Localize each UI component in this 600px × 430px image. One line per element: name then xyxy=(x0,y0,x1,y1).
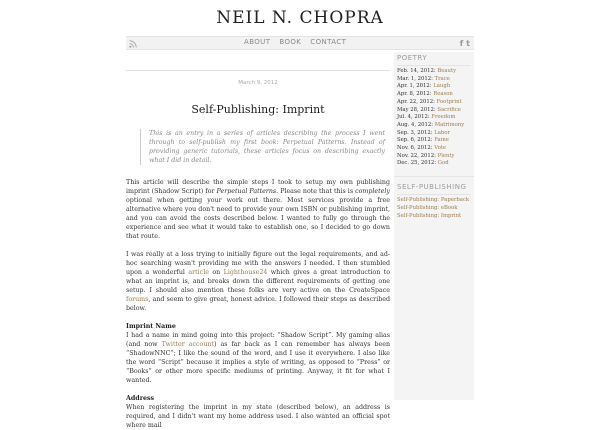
post-article xyxy=(126,70,390,430)
heading-imprint-name: Imprint Name xyxy=(126,323,176,330)
twitter-icon[interactable]: t xyxy=(466,39,470,48)
poetry-link[interactable]: Vote xyxy=(434,145,447,152)
poetry-item[interactable] xyxy=(394,153,474,161)
poetry-link[interactable]: Trace xyxy=(434,75,450,82)
p1-text-e: optional when getting your work out there. Most services provide a free alternative where you don't need to provide your own ISBN or publishing imprint, and you can avoid the costs described below. I wanted to fully go through the experience and see what it would take to establish one, so I decided to go down that route. xyxy=(126,197,390,240)
poetry-date: Apr. 22, 2012: xyxy=(397,98,435,105)
article-link[interactable]: article xyxy=(188,269,209,276)
selfpub-link-imprint[interactable]: Self-Publishing: Imprint xyxy=(397,212,462,219)
poetry-date: Nov. 22, 2012: xyxy=(397,152,436,159)
poetry-list xyxy=(394,68,474,168)
poetry-date: Nov. 6, 2012: xyxy=(397,145,433,152)
poetry-item[interactable] xyxy=(394,107,474,115)
poetry-link[interactable]: Laugh xyxy=(433,83,451,90)
p2-text-a: I was really at a loss trying to initially figure out the legal requirements, and ad-hoc searching wasn't providing me with the answers I needed. I then stumbled upon a wonderful xyxy=(126,251,390,276)
poetry-link[interactable]: Fame xyxy=(434,137,449,144)
lighthouse24-link[interactable]: Lighthouse24 xyxy=(223,269,268,276)
heading-address: Address xyxy=(126,395,155,402)
selfpub-link-paperback[interactable]: Self-Publishing: Paperback xyxy=(397,197,470,204)
post-title[interactable]: Self-Publishing: Imprint xyxy=(191,103,325,116)
paragraph-2 xyxy=(126,250,390,313)
poetry-date: May 28, 2012: xyxy=(397,106,436,113)
nav-contact[interactable]: CONTACT xyxy=(310,38,347,46)
site-title[interactable]: NEIL N. CHOPRA xyxy=(216,8,384,28)
nav-book[interactable]: BOOK xyxy=(279,38,302,46)
poetry-link[interactable]: Sacrifice xyxy=(437,106,461,113)
p1-text-c: . Please note that this is xyxy=(276,188,356,195)
poetry-date: Mar. 1, 2012: xyxy=(397,75,433,82)
p1-text-a: This article will describe the simple steps I took to setup my own publishing imprint (Shadow Script) for xyxy=(126,179,390,195)
poetry-item[interactable] xyxy=(394,122,474,130)
poetry-divider xyxy=(397,65,471,66)
paragraph-3 xyxy=(126,331,390,385)
poetry-link[interactable]: Matrimony xyxy=(434,121,465,128)
poetry-widget-title: POETRY xyxy=(397,54,428,62)
poetry-link[interactable]: Beauty xyxy=(437,68,457,74)
p2-text-d: , and seem to give great, honest advice. I followed their steps as described below. xyxy=(126,296,390,312)
poetry-link[interactable]: Labor xyxy=(434,129,451,136)
sidebar xyxy=(394,52,474,400)
poetry-link[interactable]: Plenty xyxy=(437,152,455,159)
poetry-item[interactable] xyxy=(394,145,474,153)
selfpub-divider xyxy=(397,194,471,195)
poetry-item[interactable] xyxy=(394,83,474,91)
poetry-item[interactable] xyxy=(394,130,474,138)
poetry-item[interactable] xyxy=(394,160,474,168)
poetry-item[interactable] xyxy=(394,91,474,99)
forums-link[interactable]: forums xyxy=(126,296,149,303)
poetry-link[interactable]: God xyxy=(437,160,449,167)
nav-bar xyxy=(126,36,474,50)
selfpub-link-ebook[interactable]: Self-Publishing: eBook xyxy=(397,204,458,211)
paragraph-1 xyxy=(126,178,390,241)
social-links xyxy=(457,39,470,48)
poetry-item[interactable] xyxy=(394,137,474,145)
selfpub-list xyxy=(394,197,474,220)
poetry-link[interactable]: Reason xyxy=(433,91,453,98)
p2-text-b: on xyxy=(208,269,224,276)
poetry-item[interactable] xyxy=(394,76,474,84)
poetry-date: Aug. 4, 2012: xyxy=(397,121,433,128)
post-date: March 9, 2012 xyxy=(238,80,278,86)
poetry-date: Feb. 14, 2012: xyxy=(397,68,436,74)
poetry-link[interactable]: Freedom xyxy=(431,114,456,121)
poetry-date: Jul. 4, 2012: xyxy=(397,114,430,121)
post-intro: This is an entry in a series of articles describing the process I went through to self-publish my first book: Perpetual Patterns. Instead of providing generic tutorials, these articles focus on describing exactly what I did in detail. xyxy=(140,129,385,165)
poetry-date: Sep. 3, 2012: xyxy=(397,129,433,136)
poetry-date: Sep. 6, 2012: xyxy=(397,137,433,144)
poetry-item[interactable] xyxy=(394,99,474,107)
p3-text-a: I had a name in mind going into this project: “Shadow Script”. My gaming alias (and now xyxy=(126,332,390,348)
post-divider xyxy=(126,70,390,71)
poetry-date: Dec. 25, 2012: xyxy=(397,160,437,167)
p3-text-b: ) as far back as I can remember has always been “ShadowNNC”; I like the sound of the word, and I use it everywhere. I also like the word “Script” because it implies a style of writing, as opposed to “Press” or “Books” or other more specific mediums of printing. Anyway, it fit for what I wanted. xyxy=(126,341,391,384)
twitter-account-link[interactable]: Twitter account xyxy=(161,341,214,348)
p2-text-c: which gives a great introduction to what an imprint is, and breaks down the different requirements of getting one setup. I should also mention these folks are very active on the CreateSpace xyxy=(126,269,390,294)
poetry-item[interactable] xyxy=(394,68,474,76)
paragraph-4: When registering the imprint in my state (described below), an address is required, and I didn't want my home address used. I also wanted an official spot where mail xyxy=(126,404,390,429)
p1-book-title: Perpetual Patterns xyxy=(216,188,277,195)
poetry-link[interactable]: Footprint xyxy=(436,98,462,105)
poetry-item[interactable] xyxy=(394,114,474,122)
nav-about[interactable]: ABOUT xyxy=(244,38,271,46)
facebook-icon[interactable]: f xyxy=(459,39,464,48)
main-nav xyxy=(244,38,355,46)
p1-emphasis: completely xyxy=(355,188,390,195)
selfpub-widget-title: SELF-PUBLISHING xyxy=(394,176,474,194)
rss-icon[interactable] xyxy=(129,40,137,48)
poetry-date: Apr. 1, 2012: xyxy=(397,83,432,90)
poetry-date: Apr. 8, 2012: xyxy=(397,91,432,98)
